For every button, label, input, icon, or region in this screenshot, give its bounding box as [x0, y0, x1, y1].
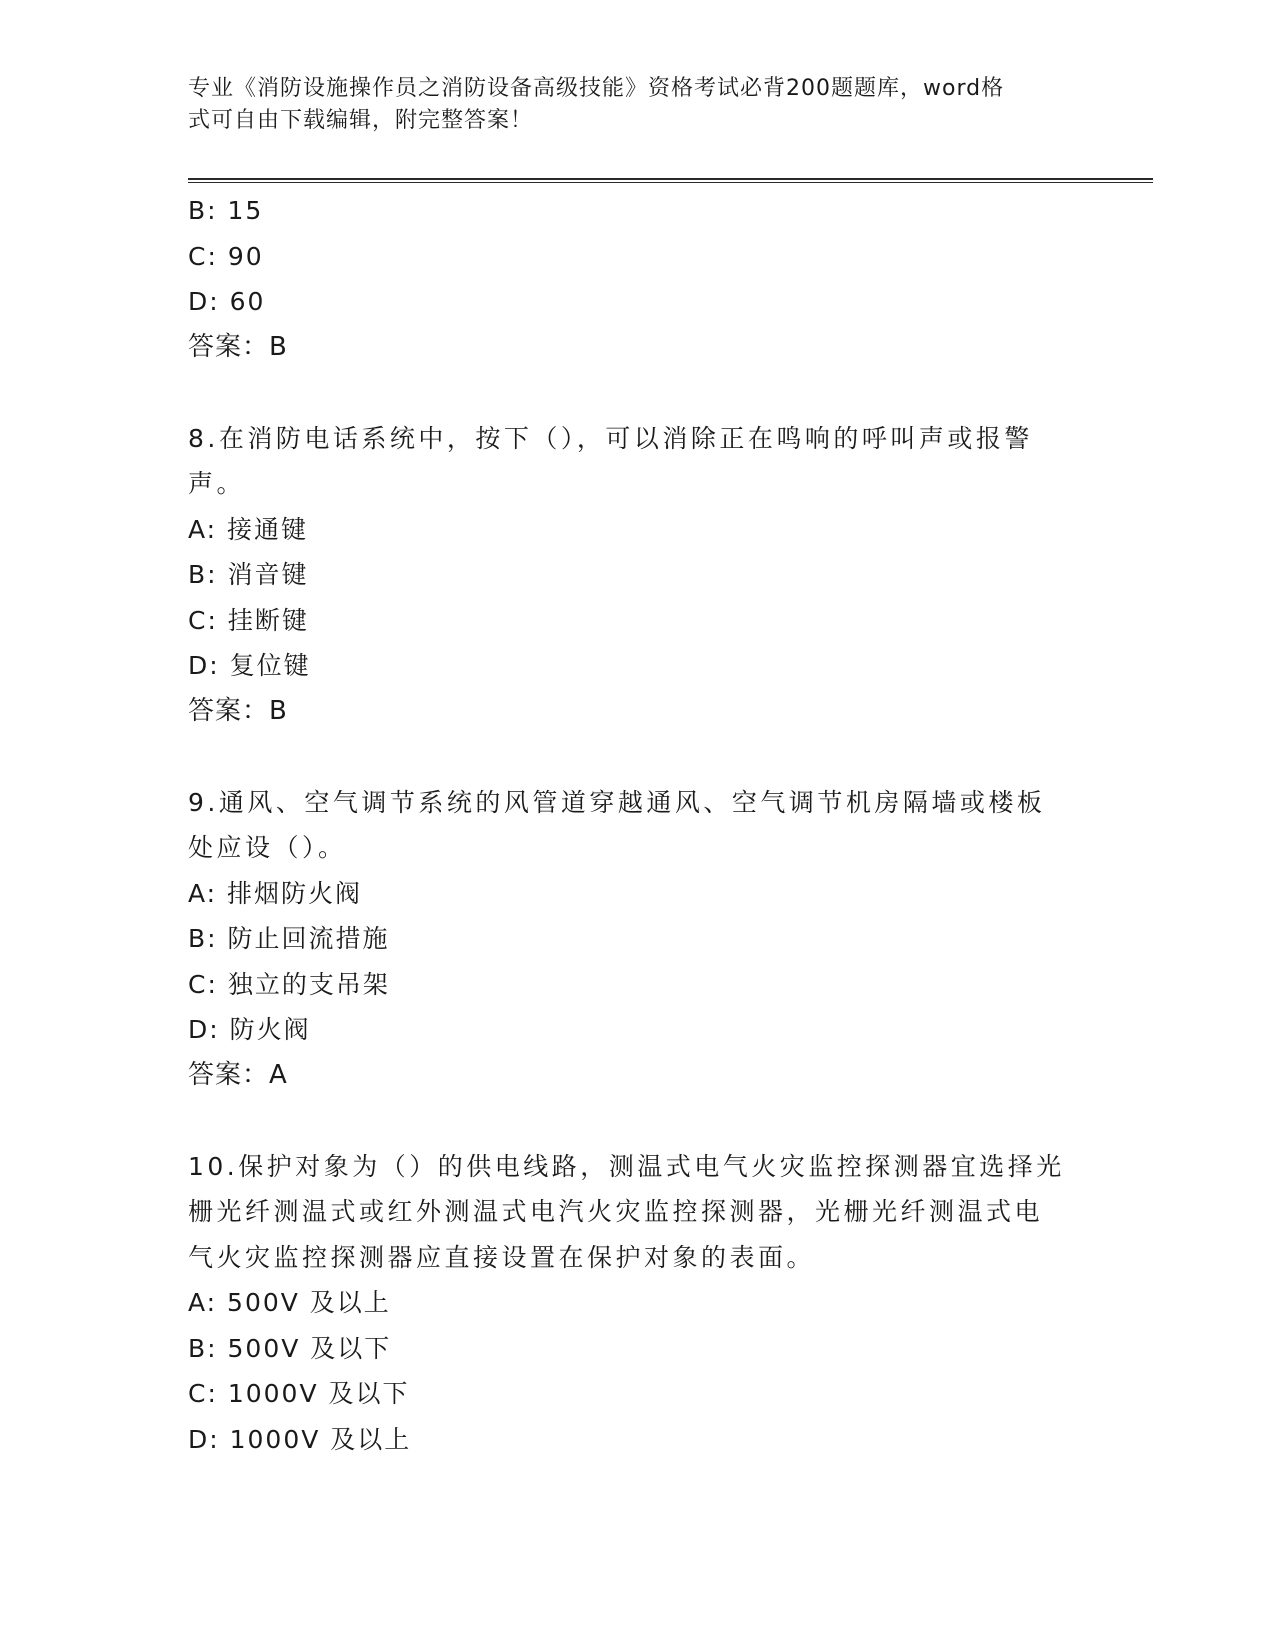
question-stem-line: 气火灾监控探测器应直接设置在保护对象的表面。 — [188, 1242, 816, 1272]
option-a: A: 排烟防火阀 — [188, 878, 363, 908]
answer-line: 答案：A — [188, 1059, 288, 1090]
question-stem-line: 栅光纤测温式或红外测温式电汽火灾监控探测器，光栅光纤测温式电 — [188, 1197, 1044, 1226]
option-c: C: 90 — [188, 241, 264, 271]
option-d: D: 1000V 及以上 — [188, 1424, 412, 1454]
question-10 — [188, 1144, 1088, 1463]
question-stem-line: 8.在消防电话系统中，按下（），可以消除正在鸣响的呼叫声或报警 — [188, 423, 1033, 453]
option-b: B: 500V 及以下 — [188, 1333, 392, 1363]
option-a: A: 接通键 — [188, 514, 309, 544]
spacer — [188, 734, 1088, 780]
option-c: C: 1000V 及以下 — [188, 1379, 410, 1408]
answer-line: 答案：B — [188, 695, 288, 726]
document-body — [188, 188, 1088, 1462]
document-header — [188, 73, 1068, 137]
option-c: C: 挂断键 — [188, 605, 309, 635]
answer-line: 答案：B — [188, 331, 288, 362]
option-b: B: 防止回流措施 — [188, 924, 390, 953]
option-b: B: 15 — [188, 196, 264, 225]
spacer — [188, 1098, 1088, 1144]
header-line-1: 专业《消防设施操作员之消防设备高级技能》资格考试必背200题题库，word格 — [188, 76, 1005, 101]
header-divider-thick — [188, 178, 1153, 180]
option-d: D: 防火阀 — [188, 1015, 311, 1044]
header-divider-thin — [188, 182, 1153, 183]
question-stem-line: 9.通风、空气调节系统的风管道穿越通风、空气调节机房隔墙或楼板 — [188, 787, 1046, 817]
header-line-2: 式可自由下载编辑，附完整答案！ — [188, 108, 534, 133]
question-9 — [188, 780, 1088, 1099]
question-stem-line: 处应设（）。 — [188, 833, 347, 862]
option-a: A: 500V 及以上 — [188, 1288, 391, 1317]
question-stem-line: 声。 — [188, 469, 246, 498]
question-8 — [188, 416, 1088, 735]
question-stem-line: 10.保护对象为（）的供电线路，测温式电气火灾监控探测器宜选择光 — [188, 1151, 1065, 1181]
option-d: D: 60 — [188, 287, 266, 316]
spacer — [188, 370, 1088, 416]
option-c: C: 独立的支吊架 — [188, 969, 390, 999]
option-b: B: 消音键 — [188, 560, 309, 589]
option-d: D: 复位键 — [188, 651, 311, 680]
question-7-continuation — [188, 188, 1088, 370]
